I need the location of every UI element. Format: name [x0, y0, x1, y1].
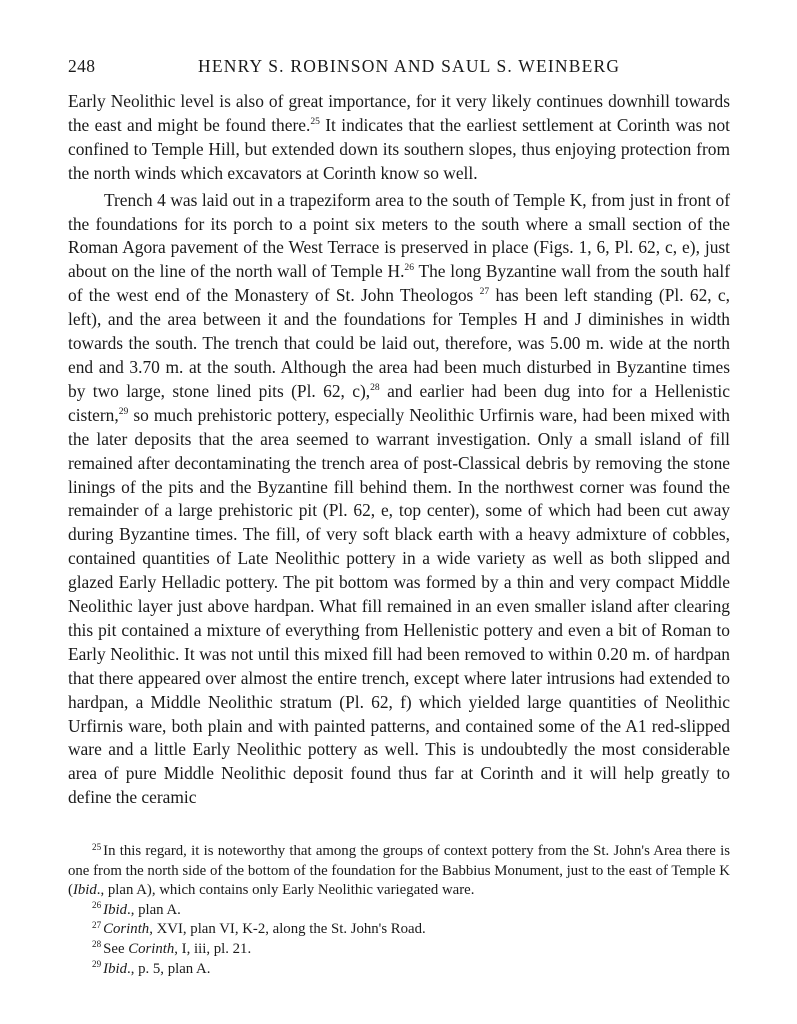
- text-run: and earlier had been dug into for a Hellenistic cistern,: [68, 380, 730, 425]
- footnote-citation: Corinth: [128, 940, 175, 957]
- text-run: It indicates that the earliest settlement at Corinth was not confined to Temple Hill, but extended down its southern slopes, thus enjoying protection from the north winds which excavators at Corinth know so well.: [68, 114, 731, 183]
- page-header: [68, 56, 730, 78]
- footnote-citation: Ibid: [72, 882, 97, 899]
- footnote-citation: Ibid: [103, 960, 127, 977]
- footnote-citation: Ibid: [103, 901, 127, 918]
- footnote-number: 27: [92, 919, 102, 930]
- text-run: so much prehistoric pottery, especially Neolithic Urfirnis ware, had been mixed with the later deposits that the area seemed to warrant investigation. Only a small island of fill remained after decontaminating the trench area of post-Classical debris by removing the stone linings of the pits and the Byzantine fill behind them. In the northwest corner was found the remainder of a large prehistoric pit (Pl. 62, e, top center), some of which had been cut away during Byzantine times. The fill, of very soft black earth with a heavy admixture of cobbles, contained quantities of Late Neolithic pottery in a wide variety as well as both slipped and glazed Early Helladic pottery. The pit bottom was formed by a thin and very compact Middle Neolithic layer just above hardpan. What fill remained in an even smaller island after clearing this pit contained a mixture of everything from Hellenistic pottery and even a bit of Roman to Early Neolithic. It was not until this mixed fill had been removed to within 0.20 m. of hardpan that there appeared over almost the entire trench, except where later intrusions had extended to hardpan, a Middle Neolithic stratum (Pl. 62, f) which yielded large quantities of Neolithic Urfirnis ware, both plain and with painted patterns, and contained some of the A1 red-slipped ware and a little Early Neolithic pottery as well. This is undoubtedly the most considerable area of pure Middle Neolithic deposit found thus far at Corinth and it will help greatly to define the ceramic: [68, 404, 730, 808]
- page: [68, 56, 730, 810]
- footnote-text: ., plan A.: [127, 901, 181, 918]
- footnote-27: [68, 920, 730, 940]
- footnote-ref-29[interactable]: 29: [118, 405, 129, 417]
- footnote-citation: Corinth: [103, 921, 150, 938]
- text-run: Early Neolithic level is also of great importance, for it very likely continues downhill towards the east and might be found there.: [68, 91, 730, 135]
- text-run: The long Byzantine wall from the south half of the west end of the Monastery of St. John Theologos: [68, 261, 731, 306]
- footnote-number: 28: [92, 939, 102, 950]
- footnote-number: 26: [92, 900, 102, 911]
- footnote-25: [68, 842, 730, 901]
- paragraph: [68, 189, 730, 811]
- footnote-text: , I, iii, pl. 21.: [174, 940, 252, 957]
- footnote-number: 29: [92, 959, 102, 970]
- footnote-text: ., p. 5, plan A.: [127, 960, 211, 977]
- text-run: Trench 4 was laid out in a trapeziform area to the south of Temple K, from just in front of the foundations for its porch to a point six meters to the south where a small section of the Roman Agora pavement of the West Terrace is preserved in place (Figs. 1, 6, Pl. 62, c, e), just about on the line of the north wall of Temple H.: [68, 189, 730, 282]
- running-head: HENRY S. ROBINSON AND SAUL S. WEINBERG: [198, 56, 621, 76]
- footnote-29: [68, 960, 730, 980]
- footnote-26: [68, 901, 730, 921]
- body-text: [68, 90, 730, 810]
- footnote-text: See: [103, 940, 129, 957]
- footnote-ref-25[interactable]: 25: [310, 115, 320, 127]
- footnote-ref-27[interactable]: 27: [479, 286, 490, 298]
- footnote-number: 25: [92, 841, 102, 852]
- footnote-text: ., plan A), which contains only Early Neolithic variegated ware.: [96, 882, 475, 899]
- footnote-text: In this regard, it is noteworthy that among the groups of context pottery from the St. John's Area there is one from the north side of the bottom of the foundation for the Babbius Monument, just to the east of Temple K (: [68, 843, 730, 899]
- text-run: has been left standing (Pl. 62, c, left), and the area between it and the foundations for Temples H and J diminishes in width towards the south. The trench that could be laid out, therefore, was 5.00 m. wide at the north end and 3.70 m. at the south. Although the area had been much disturbed in Byzantine times by two large, stone lined pits (Pl. 62, c),: [68, 285, 730, 401]
- paragraph: [68, 90, 730, 186]
- page-number: 248: [68, 56, 96, 76]
- footnotes: [68, 842, 730, 979]
- footnote-ref-28[interactable]: 28: [370, 381, 380, 393]
- footnote-ref-26[interactable]: 26: [404, 262, 414, 274]
- footnote-text: , XVI, plan VI, K-2, along the St. John's Road.: [149, 921, 426, 938]
- footnote-28: [68, 940, 730, 960]
